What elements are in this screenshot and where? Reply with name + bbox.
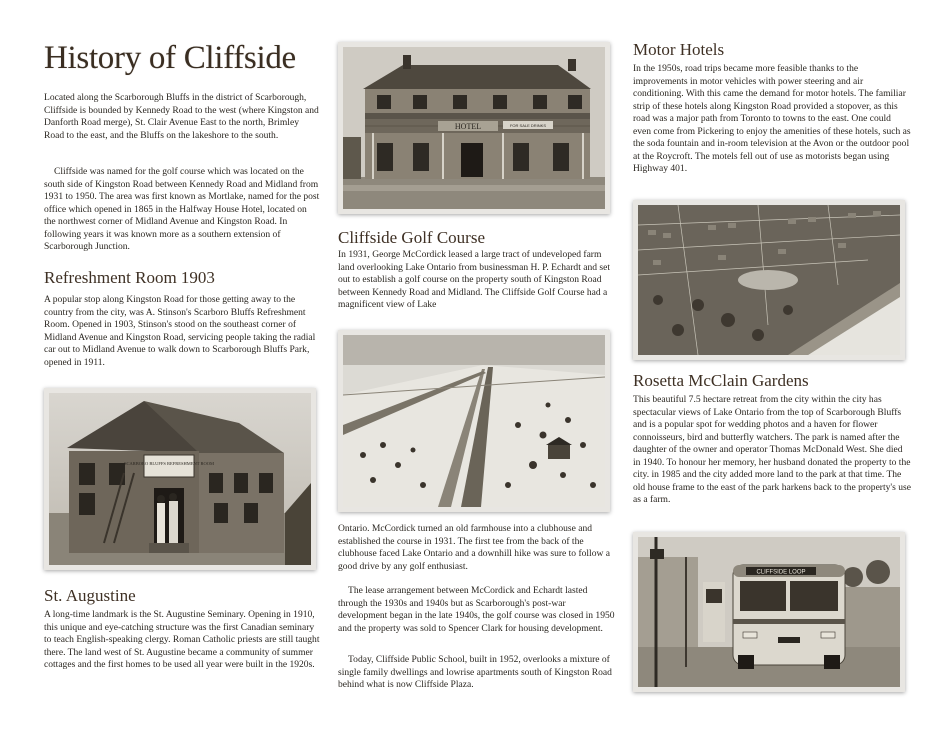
rosetta-heading: Rosetta McClain Gardens: [633, 371, 809, 390]
golf-body-continued: Ontario. McCordick turned an old farmhouse into a clubhouse and established the course in 1931. The first tee from the back of the clubhouse faced Lake Ontario and a downhill hike was sure to follow a good drive by any golf enthusiast.: [338, 523, 611, 572]
st-augustine-body: A long-time landmark is the St. Augustine Seminary. Opening in 1910, this unique and eye-catching structure was the first Canadian seminary to teach English-speaking clergy. Roman Catholic priests are still taught there. The land west of St. Augustine became a community of summer cottages and the first homes to be used all year were built in the 1920s.: [44, 609, 320, 670]
golf-body-top: In 1931, George McCordick leased a large tract of undeveloped farm land overlooking Lake Ontario from businessman H. P. Echardt and set out to establish a golf course on the property south of Kingston Road between Kennedy Road and Midland. The Cliffside Golf Course had a magnificent view of Lake: [338, 249, 611, 310]
hotel-sign-text: HOTEL: [454, 122, 482, 131]
rosetta-body: This beautiful 7.5 hectare retreat from the city within the city has spectacular views of Lake Ontario from the top of Scarborough Bluffs and is a popular spot for wedding photos and a haven for flower connoisseurs, bird and butterfly watchers. The park is named after the daughter of the owner and operator Thomas McDonald West. She died in 1940. To honour her memory, her husband donated the property to the city. in 1985 and the city added more land to the park at that time. The old house frame to the east of the park harkens back to the property's use as a farm.: [633, 394, 911, 505]
st-augustine-heading: St. Augustine: [44, 586, 136, 605]
refreshment-room-photo: [44, 388, 316, 570]
bluffs-aerial-photo: [633, 200, 905, 360]
golf-course-photo: [338, 330, 610, 512]
motor-hotels-body: In the 1950s, road trips became more feasible thanks to the improvements in motor vehicles with power steering and air conditioning. With this came the demand for motor hotels. The familiar strip of these hotels along Kingston Road provided a stopover, as this road was a major path from Toronto to towns to the east. One could even come from Pickering to enjoy the amenities of these hotels, such as the soda fountain and in-room television at the Avon or the outdoor pool at the Roycroft. The motels fell out of use as motorists began using Highway 401.: [633, 63, 911, 174]
golf-heading: Cliffside Golf Course: [338, 228, 486, 247]
refreshment-body: A popular stop along Kingston Road for those getting away to the country from the city, was A. Stinson's Scarboro Bluffs Refreshment Room. Opened in 1903, Stinson's stood on the southeast corner of Midland Avenue and Kingston Road, servicing people taking the radial car out to Midland Avenue to walk down to Scarborough Bluffs Park, opened in 1911.: [44, 294, 316, 368]
motor-hotels-heading: Motor Hotels: [633, 40, 725, 59]
bus-photo: [633, 532, 905, 692]
refresh-sign-text: SCARBORO BLUFFS REFRESHMENT ROOM: [123, 461, 215, 466]
hotel-sign2-text: FOR SALE DRINKS: [509, 123, 547, 128]
page-title: History of Cliffside: [44, 40, 296, 76]
intro-paragraph-1: Located along the Scarborough Bluffs in the district of Scarborough, Cliffside is bounded by Kennedy Road to the west (where Kingston and Danforth Road merge), St. Clair Avenue East to the north, Brimley Road to the east, and the Bluffs on the lakeshore to the south.: [44, 92, 319, 141]
golf-body-paragraph-2: The lease arrangement between McCordick and Echardt lasted through the 1930s and 1940s but as Scarborough's post-war development began in the late 1940s, the golf course was closed in 1950 and the property was sold to Spencer Clark for housing development.: [338, 585, 615, 634]
refreshment-heading: Refreshment Room 1903: [44, 268, 215, 287]
intro-paragraph-2: Cliffside was named for the golf course which was located on the south side of Kingston Road between Kennedy Road and Midland from 1931 to 1950. The area was first known as Mortlake, named for the post office which opened in 1865 in the Halfway House Hotel, located on the northwest corner of Midland Avenue and Kingston Road. In following years it was known more as a southern extension of Scarborough Junction.: [44, 166, 320, 252]
golf-body-paragraph-3: Today, Cliffside Public School, built in 1952, overlooks a mixture of single family dwellings and lowrise apartments south of Kingston Road behind what is now Cliffside Plaza.: [338, 654, 612, 690]
hotel-photo: [338, 42, 610, 214]
bus-sign-text: CLIFFSIDE LOOP: [756, 569, 806, 576]
